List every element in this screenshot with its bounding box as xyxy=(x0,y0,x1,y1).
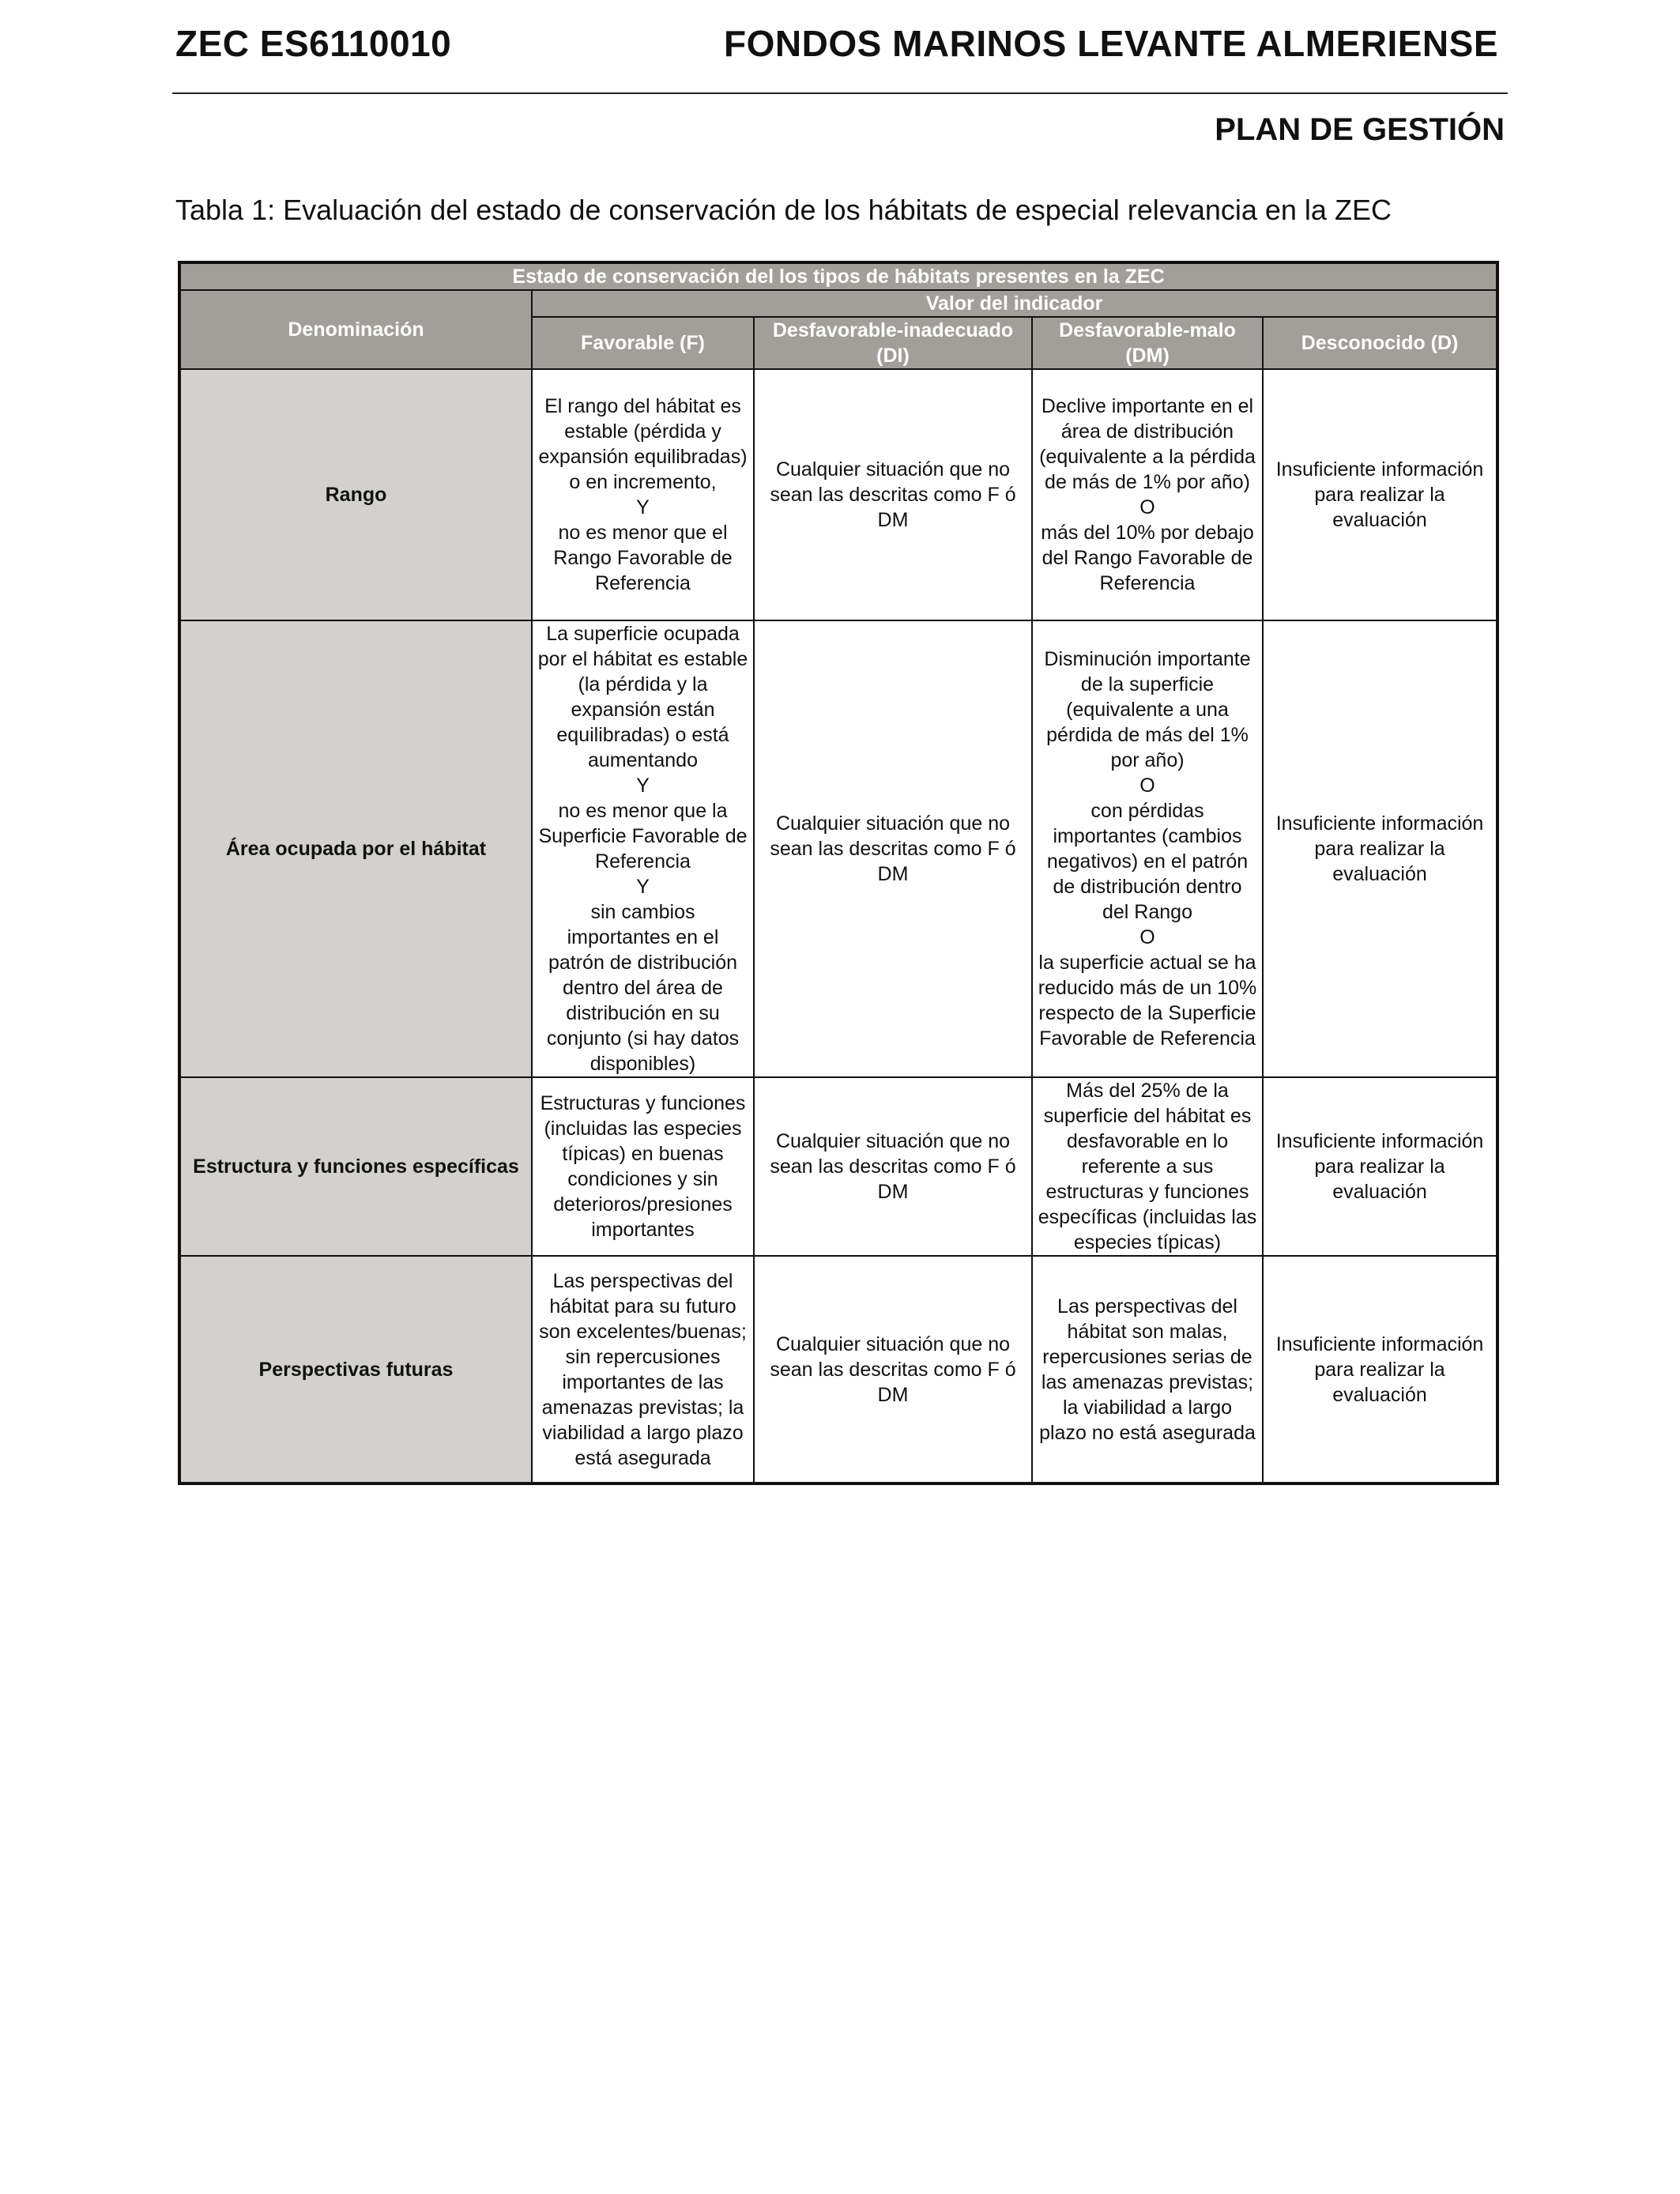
table-row xyxy=(179,1077,1497,1256)
cell-favorable: Estructuras y funciones (incluidas las especies típicas) en buenas condiciones y sin deterioros/presiones importantes xyxy=(532,1077,754,1256)
cell-dm: Disminución importante de la superficie (equivalente a una pérdida de más del 1% por año) O con pérdidas importantes (cambios negativos) en el patrón de distribución dentro del Rango O la superficie actual se ha reducido más de un 10% respecto de la Superficie Favorable de Referencia xyxy=(1032,620,1263,1077)
cell-di: Cualquier situación que no sean las descritas como F ó DM xyxy=(754,369,1032,620)
col-denominacion: Denominación xyxy=(179,290,532,369)
row-name: Perspectivas futuras xyxy=(179,1256,532,1483)
col-desfavorable-inadecuado: Desfavorable-inadecuado (DI) xyxy=(754,317,1032,369)
zec-code: ZEC ES6110010 xyxy=(175,23,452,64)
cell-di: Cualquier situación que no sean las descritas como F ó DM xyxy=(754,1077,1032,1256)
col-desconocido: Desconocido (D) xyxy=(1263,317,1497,369)
row-name: Área ocupada por el hábitat xyxy=(179,620,532,1077)
header-divider xyxy=(172,92,1508,94)
cell-favorable: La superficie ocupada por el hábitat es estable (la pérdida y la expansión están equilibradas) o está aumentando Y no es menor que la Superficie Favorable de Referencia Y sin cambios importantes en el patrón de distribución dentro del área de distribución en su conjunto (si hay datos disponibles) xyxy=(532,620,754,1077)
cell-di: Cualquier situación que no sean las descritas como F ó DM xyxy=(754,1256,1032,1483)
table-row xyxy=(179,620,1497,1077)
site-name: FONDOS MARINOS LEVANTE ALMERIENSE xyxy=(724,23,1498,64)
row-name: Estructura y funciones específicas xyxy=(179,1077,532,1256)
table-row xyxy=(179,1256,1497,1483)
cell-desconocido: Insuficiente información para realizar la evaluación xyxy=(1263,620,1497,1077)
cell-favorable: Las perspectivas del hábitat para su futuro son excelentes/buenas; sin repercusiones importantes de las amenazas previstas; la viabilidad a largo plazo está asegurada xyxy=(532,1256,754,1483)
table-row xyxy=(179,369,1497,620)
table-caption: Tabla 1: Evaluación del estado de conservación de los hábitats de especial relevancia en la ZEC xyxy=(175,194,1392,226)
plan-title: PLAN DE GESTIÓN xyxy=(1215,112,1505,147)
conservation-table xyxy=(178,261,1499,1485)
cell-dm: Declive importante en el área de distribución (equivalente a la pérdida de más de 1% por año) O más del 10% por debajo del Rango Favorable de Referencia xyxy=(1032,369,1263,620)
cell-desconocido: Insuficiente información para realizar la evaluación xyxy=(1263,369,1497,620)
cell-dm: Las perspectivas del hábitat son malas, repercusiones serias de las amenazas previstas; la viabilidad a largo plazo no está asegurada xyxy=(1032,1256,1263,1483)
valor-indicador-header: Valor del indicador xyxy=(532,290,1497,317)
cell-desconocido: Insuficiente información para realizar la evaluación xyxy=(1263,1077,1497,1256)
cell-favorable: El rango del hábitat es estable (pérdida y expansión equilibradas) o en incremento, Y no es menor que el Rango Favorable de Referencia xyxy=(532,369,754,620)
col-desfavorable-malo: Desfavorable-malo (DM) xyxy=(1032,317,1263,369)
cell-desconocido: Insuficiente información para realizar la evaluación xyxy=(1263,1256,1497,1483)
cell-dm: Más del 25% de la superficie del hábitat es desfavorable en lo referente a sus estructuras y funciones específicas (incluidas las especies típicas) xyxy=(1032,1077,1263,1256)
cell-di: Cualquier situación que no sean las descritas como F ó DM xyxy=(754,620,1032,1077)
row-name: Rango xyxy=(179,369,532,620)
col-favorable: Favorable (F) xyxy=(532,317,754,369)
table-title: Estado de conservación del los tipos de hábitats presentes en la ZEC xyxy=(179,262,1497,290)
